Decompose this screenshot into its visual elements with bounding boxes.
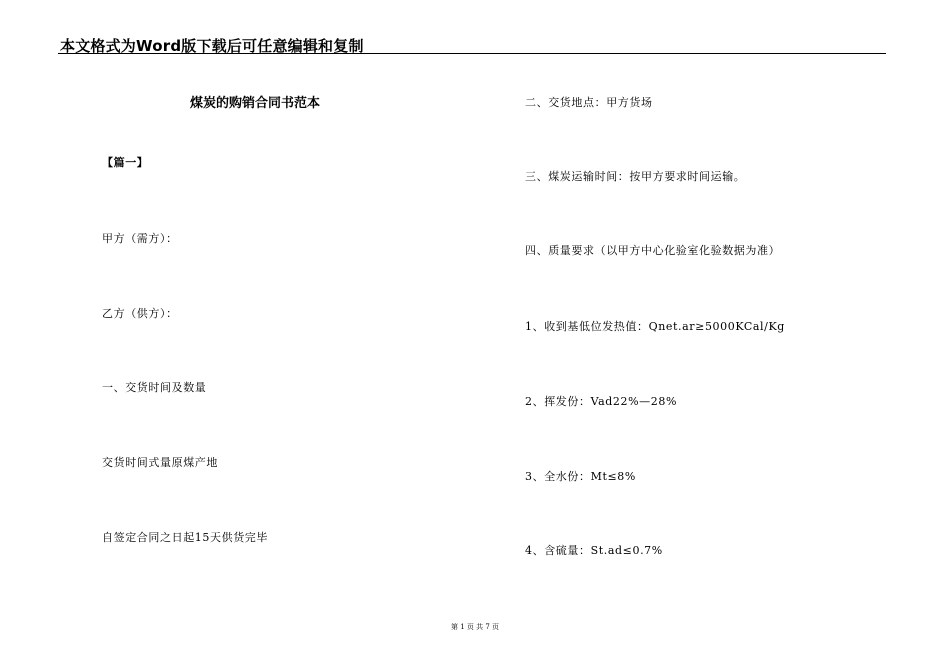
party-a-line: 甲方（需方）： bbox=[102, 232, 178, 245]
quality-item-4: 4、含硫量：St.ad≤0.7% bbox=[525, 544, 663, 557]
clause-4-heading: 四、质量要求（以甲方中心化验室化验数据为准） bbox=[525, 244, 781, 257]
delivery-line: 交货时间式量原煤产地 bbox=[102, 456, 218, 469]
clause-2-line: 二、交货地点：甲方货场 bbox=[525, 96, 653, 109]
quality-item-1: 1、收到基低位发热值：Qnet.ar≥5000KCal/Kg bbox=[525, 320, 785, 333]
quality-item-2: 2、挥发份：Vad22%—28% bbox=[525, 395, 678, 408]
header-divider bbox=[58, 53, 886, 54]
delivery-period-line: 自签定合同之日起15天供货完毕 bbox=[102, 531, 268, 544]
quality-item-3: 3、全水份：Mt≤8% bbox=[525, 470, 636, 483]
section-label: 【篇一】 bbox=[102, 156, 149, 169]
clause-1-heading: 一、交货时间及数量 bbox=[102, 381, 207, 394]
document-title: 煤炭的购销合同书范本 bbox=[190, 96, 321, 111]
document-banner: 本文格式为Word版下载后可任意编辑和复制 bbox=[60, 37, 364, 55]
page-footer: 第 1 页 共 7 页 bbox=[450, 623, 500, 631]
clause-3-line: 三、煤炭运输时间：按甲方要求时间运输。 bbox=[525, 170, 746, 183]
party-b-line: 乙方（供方）： bbox=[102, 307, 178, 320]
